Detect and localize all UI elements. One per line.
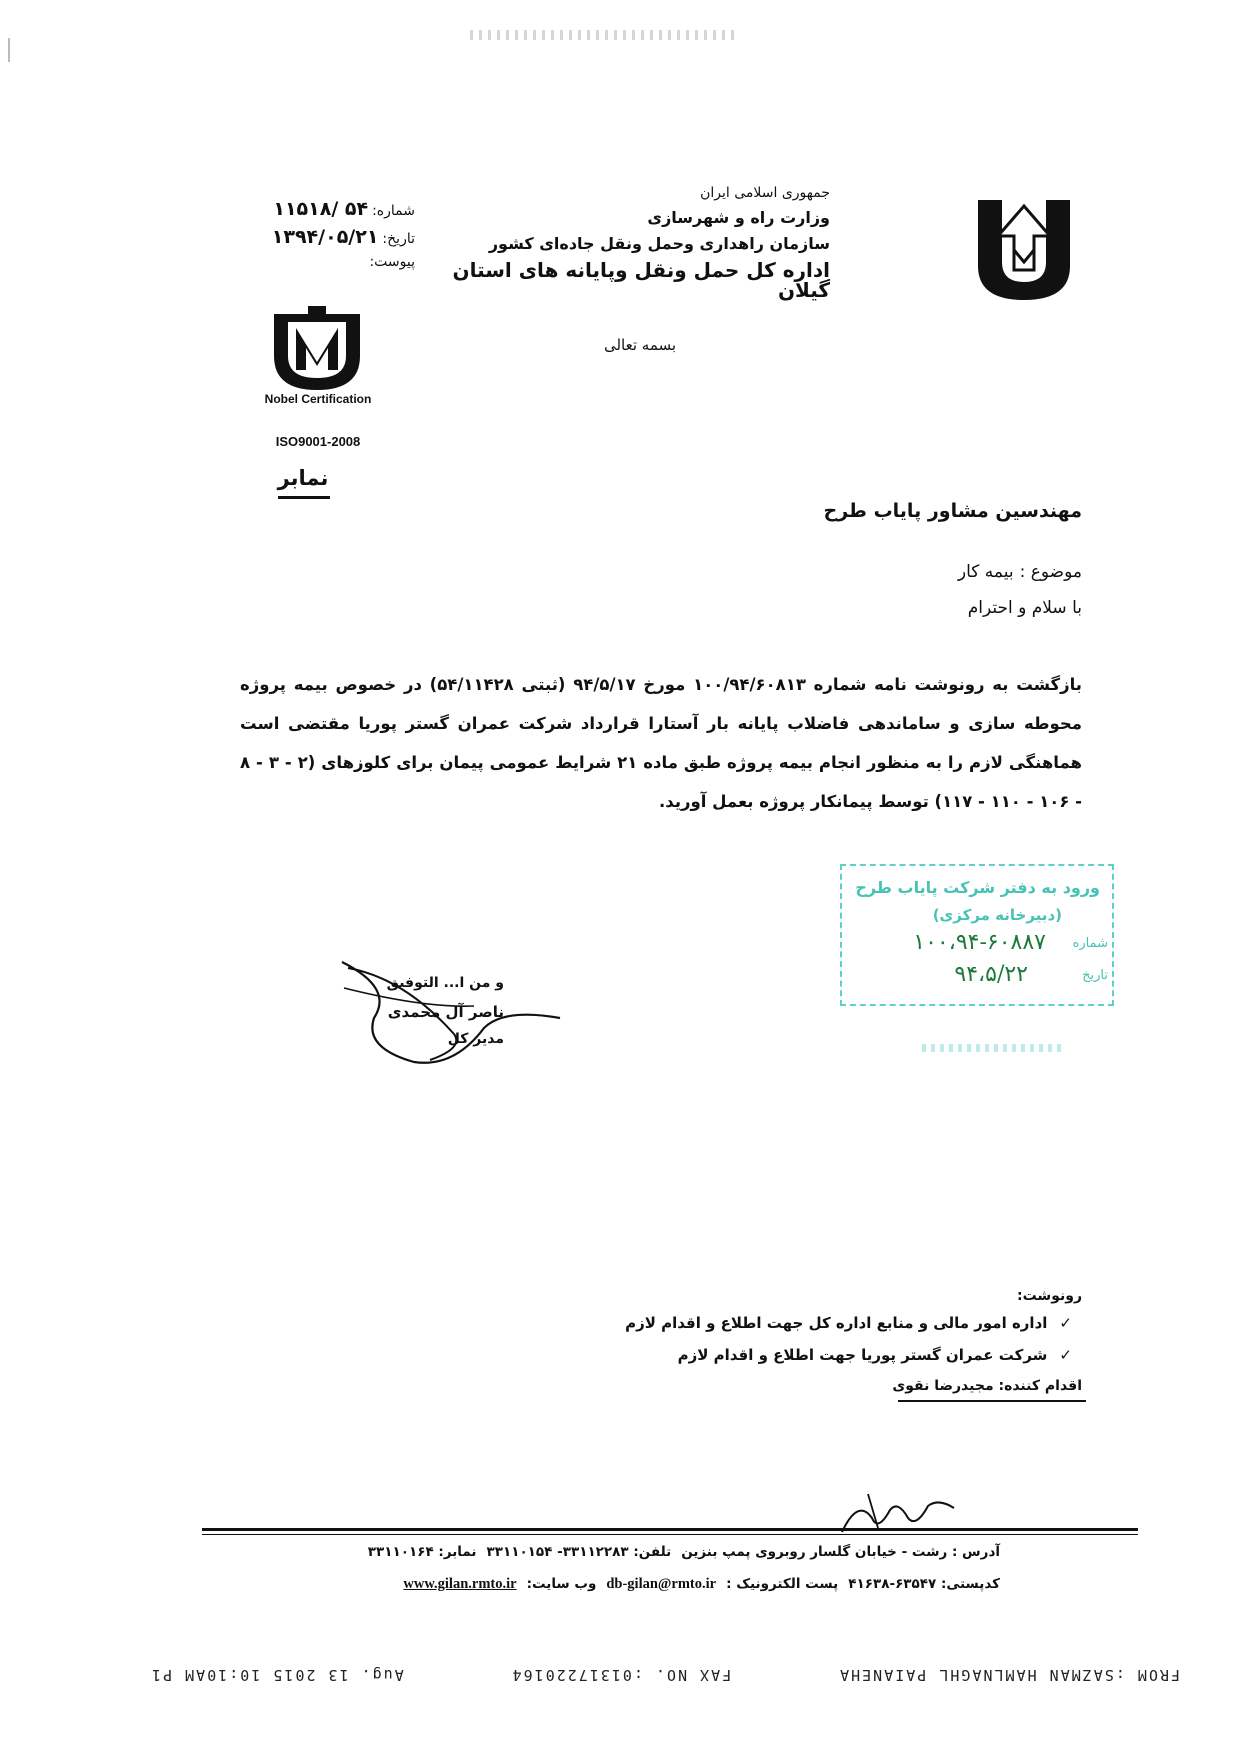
scan-edge-mark — [8, 38, 10, 62]
fax-number: FAX NO. :01317220164 — [510, 1666, 732, 1684]
cc-item — [678, 1346, 1072, 1364]
cc-item-text: اداره امور مالی و منابع اداره کل جهت اطلاع و اقدام لازم — [625, 1314, 1048, 1332]
date-value: ۱۳۹۴/۰۵/۲۱ — [271, 226, 379, 248]
footer-email[interactable]: db-gilan@rmto.ir — [606, 1576, 717, 1592]
fax-from: FROM :SAZMAN HAMLNAGHL PAIANEHA — [838, 1666, 1180, 1684]
footer-contact — [368, 1544, 1000, 1560]
closing-phrase: و من ا... التوفیق — [386, 975, 504, 991]
subject-value: بیمه کار — [957, 562, 1014, 582]
footer-website[interactable]: www.gilan.rmto.ir — [403, 1576, 517, 1592]
certification-logo — [268, 304, 366, 394]
agency-logo — [968, 192, 1080, 304]
fax-label: نمابر — [277, 466, 329, 490]
handwritten-signature — [334, 958, 564, 1068]
cc-item-text: شرکت عمران گستر پوریا جهت اطلاع و اقدام لازم — [677, 1346, 1048, 1364]
stamp-smudge — [922, 1044, 1062, 1052]
stamp-number: ۱۰۰،۹۴-۶۰۸۸۷ — [913, 930, 1046, 955]
bismillah: بسمه تعالی — [603, 336, 677, 354]
stamp-subtitle: (دبیرخانه مرکزی) — [932, 906, 1062, 924]
fax-underline — [278, 496, 330, 499]
subject-line — [958, 562, 1082, 582]
check-icon: ✓ — [1059, 1314, 1072, 1332]
receipt-stamp — [840, 864, 1114, 1006]
stamp-title: ورود به دفتر شرکت پایاب طرح — [855, 878, 1100, 897]
stamp-date-label: تاریخ — [1082, 968, 1108, 983]
action-underline — [898, 1400, 1086, 1402]
stamp-number-label: شماره — [1072, 936, 1108, 951]
footer-website-label: وب سایت: — [526, 1576, 597, 1592]
footer-email-label: پست الکترونیک : — [726, 1576, 839, 1592]
fax-datetime: Aug. 13 2015 10:10AM P1 — [150, 1666, 404, 1684]
letter-number — [255, 198, 415, 226]
recipient: مهندسین مشاور پایاب طرح — [823, 500, 1082, 522]
footer-fax: نمابر: ۳۳۱۱۰۱۶۴ — [367, 1544, 477, 1560]
letter-body: بازگشت به رونوشت نامه شماره ۱۰۰/۹۴/۶۰۸۱۳ مورخ ۹۴/۵/۱۷ (ثبتی ۵۴/۱۱۴۲۸) در خصوص بیمه پروژه محوطه سازی و ساماندهی فاضلاب پایانه بار آستارا قرارداد شرکت عمران گستر پوریا مقتضی است هماهنگی لازم را به منظور انجام بیمه پروژه طبق ماده ۲۱ شرایط عمومی پیمان برای کلوزهای (۲ - ۳ - ۸ - ۱۰۶ - ۱۱۰ - ۱۱۷) توسط پیمانکار پروژه بعمل آورید. — [240, 675, 1082, 811]
check-icon: ✓ — [1059, 1346, 1072, 1364]
attachment-label: پیوست: — [369, 254, 415, 270]
ministry-name: وزارت راه و شهرسازی — [647, 208, 830, 227]
number-label: شماره: — [372, 203, 415, 219]
footer-address: آدرس : رشت - خیابان گلسار روبروی پمپ بنزین — [681, 1544, 1000, 1560]
certification-body: Nobel Certification — [264, 392, 372, 406]
letter-date — [255, 226, 415, 254]
greeting: با سلام و احترام — [967, 598, 1082, 618]
footer-online — [403, 1576, 1000, 1593]
office-name: اداره کل حمل ونقل وپایانه های استان گیلان — [452, 258, 830, 302]
footer-divider-thin — [202, 1534, 1138, 1535]
cc-item — [625, 1314, 1072, 1332]
scan-noise — [470, 30, 740, 40]
signer-title: مدیر کل — [447, 1031, 504, 1047]
letter-attachment — [255, 254, 415, 282]
signer-name: ناصر آل محمدی — [387, 1003, 504, 1021]
letter-meta — [255, 198, 415, 282]
number-value: ۵۴ /۱۱۵۱۸ — [273, 198, 369, 220]
subject-label: موضوع : — [1019, 562, 1082, 582]
iso-standard: ISO9001-2008 — [275, 434, 361, 449]
organization-name: سازمان راهداری وحمل ونقل جاده‌ای کشور — [488, 234, 830, 253]
action-by: اقدام کننده: مجیدرضا نقوی — [892, 1378, 1082, 1394]
footer-postal: کدپستی: ۶۳۵۴۷-۴۱۶۳۸ — [848, 1576, 1000, 1592]
date-label: تاریخ: — [382, 231, 415, 247]
stamp-date: ۹۴،۵/۲۲ — [954, 962, 1028, 987]
cc-heading: رونوشت: — [1017, 1288, 1082, 1304]
fax-transmission-header — [150, 1660, 1180, 1684]
republic-title: جمهوری اسلامی ایران — [700, 185, 830, 201]
footer-divider — [202, 1528, 1138, 1531]
footer-phone: تلفن: ۳۳۱۱۲۲۸۳- ۳۳۱۱۰۱۵۴ — [486, 1544, 672, 1560]
letterhead — [410, 186, 830, 300]
